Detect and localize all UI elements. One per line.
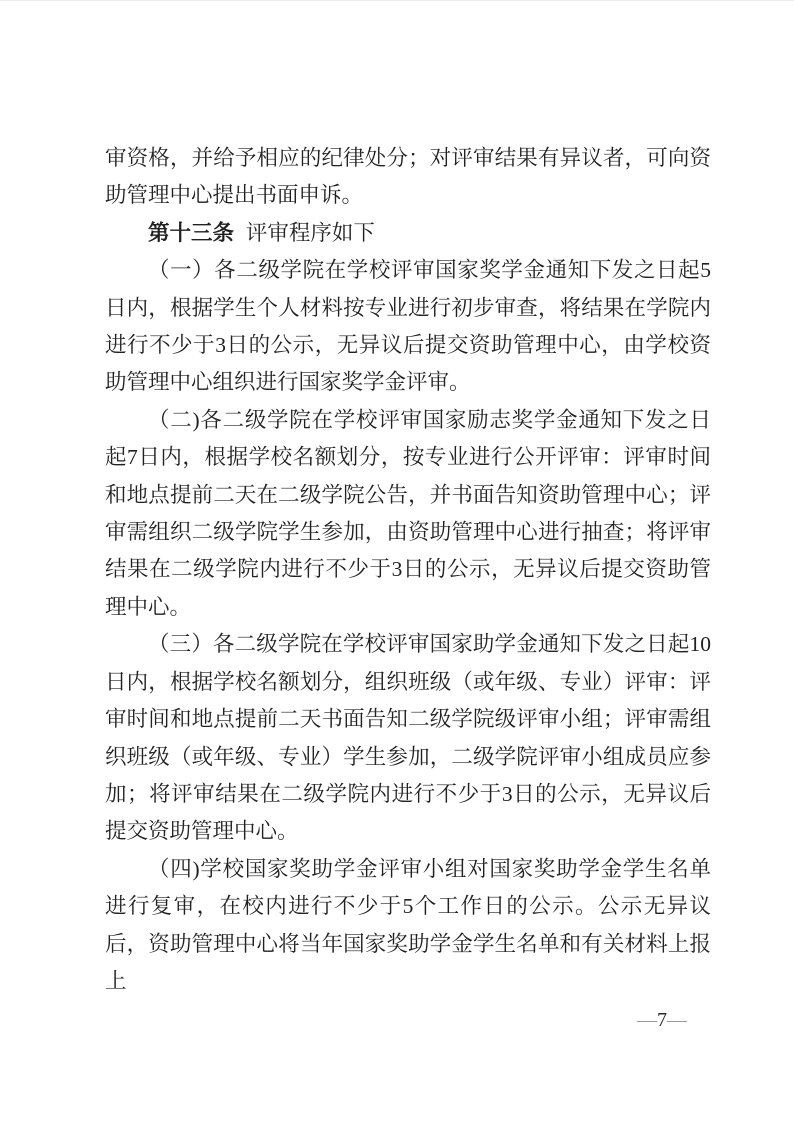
list-item-2: （二)各二级学院在学校评审国家励志奖学金通知下发之日起7日内，根据学校名额划分，按专业进行公开评审：评审时间和地点提前二天在二级学院公告，并书面告知资助管理中心；评审需组织二级学院学生参加，由资助管理中心进行抽查；将评审结果在二级学院内进行不少于3日的公示，无异议后提交资助管理中心。 <box>105 407 711 619</box>
page-number <box>637 1006 687 1034</box>
list-item-3: （三）各二级学院在学校评审国家助学金通知下发之日起10日内，根据学校名额划分，组织班级（或年级、专业）评审：评审时间和地点提前二天书面告知二级学院级评审小组；评审需组织班级（或年级、专业）学生参加，二级学院评审小组成员应参加；将评审结果在二级学院内进行不少于3日的公示，无异议后提交资助管理中心。 <box>105 632 711 844</box>
list-item-1: （一）各二级学院在学校评审国家奖学金通知下发之日起5日内，根据学生个人材料按专业进行初步审查，将结果在学院内进行不少于3日的公示，无异议后提交资助管理中心，由学校资助管理中心组织进行国家奖学金评审。 <box>105 258 711 395</box>
list-item-4: （四)学校国家奖助学金评审小组对国家奖助学金学生名单进行复审，在校内进行不少于5个工作日的公示。公示无异议后，资助管理中心将当年国家奖助学金学生名单和有关材料上报上 <box>105 856 711 993</box>
article-heading <box>105 215 711 252</box>
page-number-dash-right: — <box>667 1009 687 1031</box>
article-title: 评审程序如下 <box>245 220 375 245</box>
paragraph-continuation: 审资格，并给予相应的纪律处分；对评审结果有异议者，可向资助管理中心提出书面申诉。 <box>105 146 711 208</box>
article-number-label: 第十三条 <box>148 220 235 245</box>
document-body <box>105 140 711 1000</box>
page-top-edge <box>0 0 794 1</box>
page-number-dash-left: — <box>637 1009 657 1031</box>
page-number-value: 7 <box>657 1009 667 1031</box>
